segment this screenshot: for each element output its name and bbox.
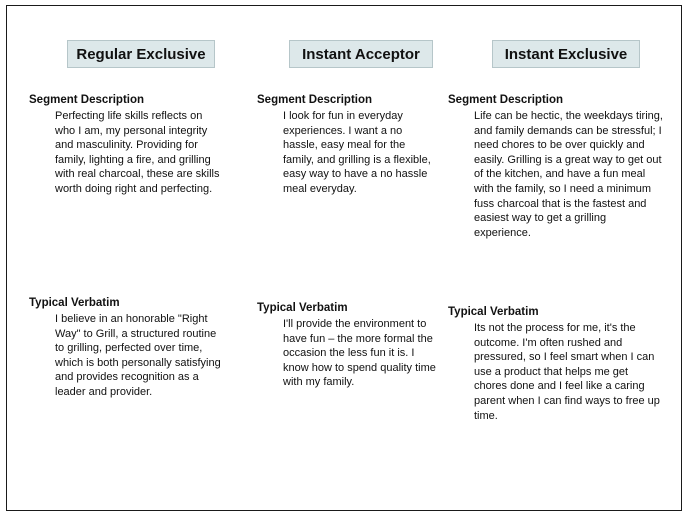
typical-verbatim-label: Typical Verbatim xyxy=(448,306,539,318)
typical-verbatim-label: Typical Verbatim xyxy=(257,302,348,314)
segment-description-text: Life can be hectic, the weekdays tiring, and family demands can be stressful; I need chores to be over quickly and easily. Grilling is a great way to get out of the kitchen, and have a fun meal with the family, so I need a minimum fuss charcoal that is the fastest and easiest way to get a grilling experience. xyxy=(474,110,663,239)
segment-description-text: I look for fun in everyday experiences. I want a no hassle, easy meal for the family, and grilling is a flexible, easy way to have a no hassle meal everyday. xyxy=(283,110,431,195)
typical-verbatim-label: Typical Verbatim xyxy=(29,297,120,309)
segment-description-text: Perfecting life skills reflects on who I am, my personal integrity and masculinity. Providing for family, lighting a fire, and grilling with real charcoal, these are skills worth doing right and perfecting. xyxy=(55,110,220,195)
segment-title: Regular Exclusive xyxy=(67,40,215,68)
typical-verbatim-text: I believe in an honorable "Right Way" to Grill, a structured routine to grilling, perfected over time, which is both personally satisfying and provides recognition as a leader and provider. xyxy=(55,313,221,398)
segment-title: Instant Acceptor xyxy=(289,40,433,68)
segment-title: Instant Exclusive xyxy=(492,40,640,68)
segment-description-label: Segment Description xyxy=(29,94,145,106)
segment-description-label: Segment Description xyxy=(257,94,373,106)
slide-frame xyxy=(6,5,682,511)
typical-verbatim-text: Its not the process for me, it's the outcome. I'm often rushed and pressured, so I feel smart when I can use a product that helps me get chores done and I feel like a caring parent when I can find ways to free up time. xyxy=(474,322,660,422)
typical-verbatim-text: I'll provide the environment to have fun – the more formal the occasion the less fun it is. I know how to spend quality time with my family. xyxy=(283,318,436,389)
segment-description-label: Segment Description xyxy=(448,94,564,106)
